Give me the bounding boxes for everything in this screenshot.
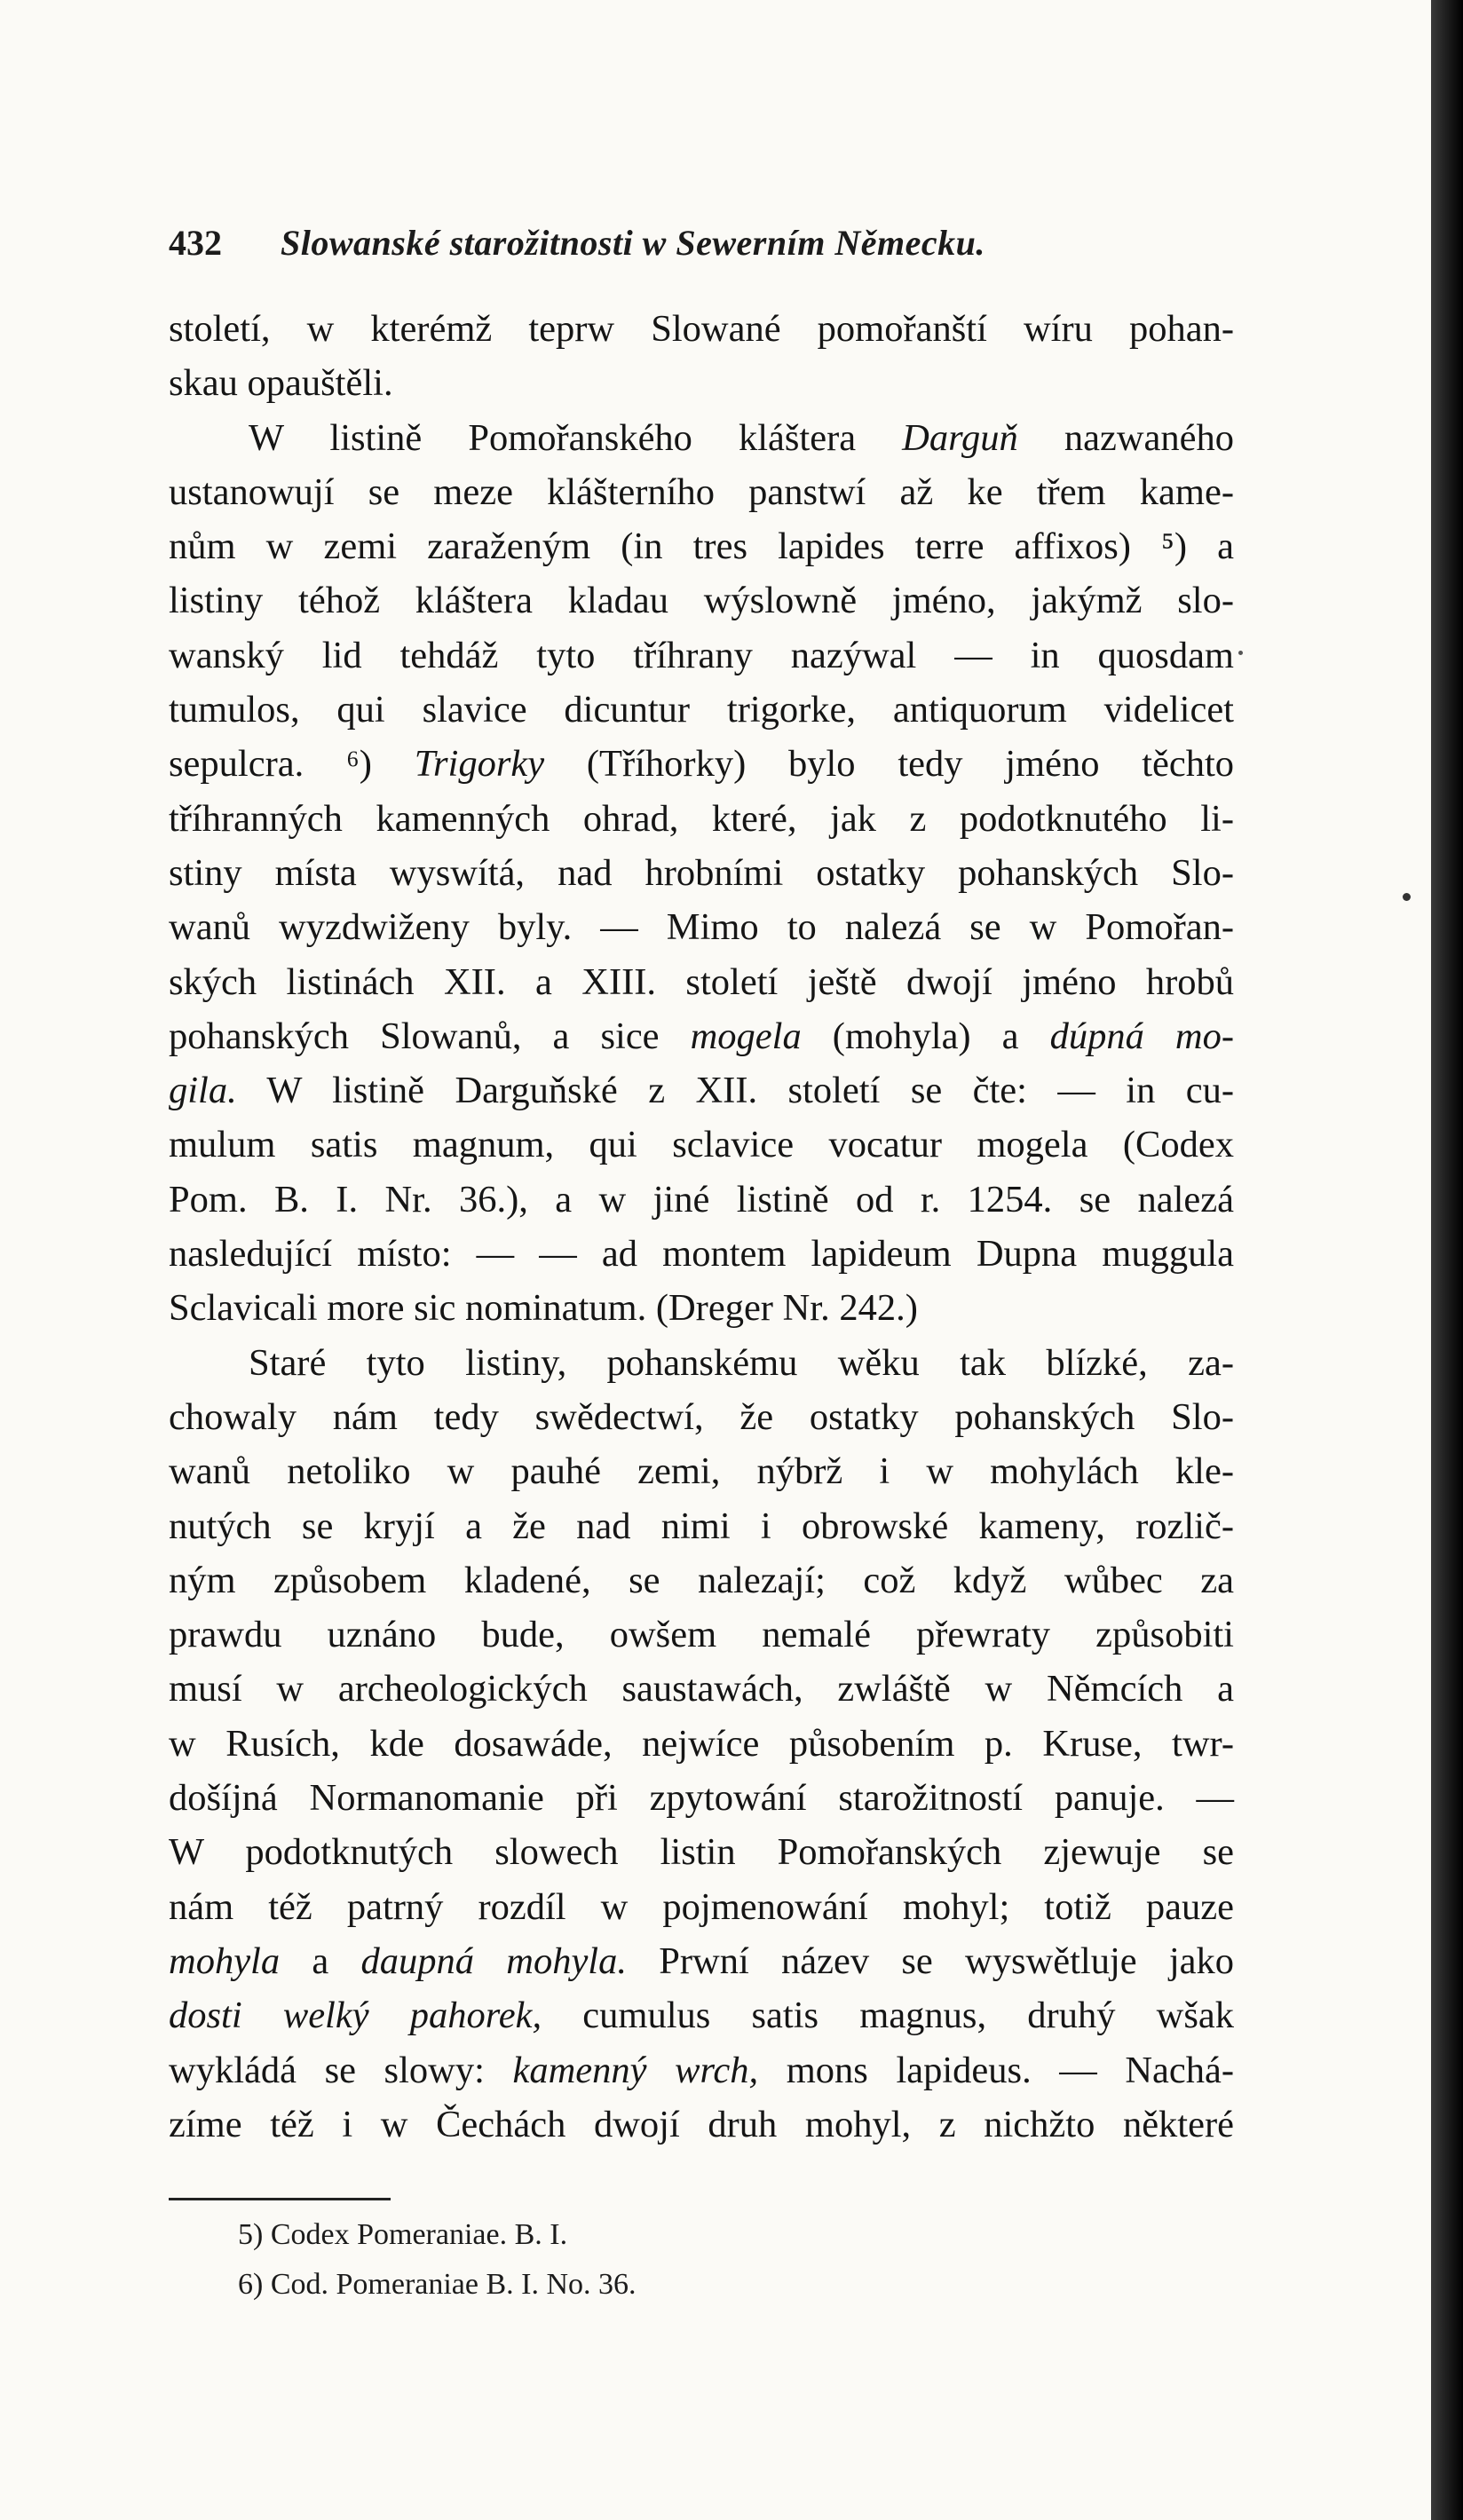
text-line: W listině Pomořanského kláštera Darguň nazwaného — [249, 416, 1234, 459]
running-title: Slowanské starožitnosti w Sewerním Německu. — [281, 223, 985, 263]
text-line: sepulcra. ⁶) Trigorky (Tříhorky) bylo tedy jméno těchto — [169, 743, 1235, 786]
text-line: tříhranných kamenných ohrad, které, jak z podotknutého li- — [169, 797, 1234, 840]
text-line: nám též patrný rozdíl w pojmenowání mohyl; totiž pauze — [169, 1885, 1234, 1928]
text-line: Pom. B. I. Nr. 36.), a w jiné listině od r. 1254. se nalezá — [169, 1178, 1234, 1221]
text-line: ustanowují se meze klášterního panstwí až ke třem kame- — [169, 470, 1234, 513]
text-line: listiny téhož kláštera kladau wýslowně jméno, jakýmž slo- — [169, 580, 1234, 622]
page-number: 432 — [169, 223, 222, 263]
text-line: Sclavicali more sic nominatum. (Dreger Nr. 242.) — [169, 1287, 918, 1330]
running-header — [169, 222, 1234, 264]
text-line: nasledující místo: — — ad montem lapideum Dupna muggula — [169, 1233, 1234, 1276]
text-line: došíjná Normanomanie při zpytowání starožitností panuje. — — [169, 1777, 1234, 1820]
text-line: musí w archeologických saustawách, zwláště w Němcích a — [169, 1668, 1234, 1710]
scan-edge-shadow — [1431, 0, 1463, 2520]
text-line: nutých se kryjí a že nad nimi i obrowské kameny, rozlič- — [169, 1505, 1234, 1547]
text-line: pohanských Slowanů, a sice mogela (mohyla) a dúpná mo- — [169, 1015, 1235, 1057]
text-line: ným způsobem kladené, se nalezají; což když wůbec za — [169, 1559, 1234, 1601]
footnotes — [238, 2210, 1037, 2310]
text-line: stiny místa wyswítá, nad hrobními ostatky pohanských Slo- — [169, 851, 1234, 894]
text-line: skau opauštěli. — [169, 362, 393, 405]
text-line: wanský lid tehdáž tyto tříhrany nazýwal — in quosdam — [169, 634, 1234, 676]
text-line: zíme též i w Čechách dwojí druh mohyl, z nichžto některé — [169, 2103, 1234, 2145]
footnote-rule — [169, 2198, 391, 2200]
footnote-5: 5) Codex Pomeraniae. B. I. — [238, 2218, 568, 2251]
body-text — [169, 302, 1234, 2152]
text-line: chowaly nám tedy swědectwí, že ostatky pohanských Slo- — [169, 1395, 1234, 1438]
text-line: ských listinách XII. a XIII. století ještě dwojí jméno hrobů — [169, 960, 1234, 1003]
text-line: tumulos, qui slavice dicuntur trigorke, antiquorum videlicet — [169, 689, 1234, 731]
footnote-6: 6) Cod. Pomeraniae B. I. No. 36. — [238, 2268, 637, 2301]
text-line: wykládá se slowy: kamenný wrch, mons lapideus. — Nachá- — [169, 2049, 1235, 2091]
ink-speck — [1403, 893, 1411, 901]
text-line: Staré tyto listiny, pohanskému wěku tak blízké, za- — [249, 1341, 1234, 1384]
text-line: w Rusích, kde dosawáde, nejwíce působením p. Kruse, twr- — [169, 1722, 1234, 1765]
text-line: nům w zemi zaraženým (in tres lapides terre affixos) ⁵) a — [169, 525, 1234, 568]
text-line: mulum satis magnum, qui sclavice vocatur mogela (Codex — [169, 1124, 1234, 1166]
text-line: wanů wyzdwiženy byly. — Mimo to nalezá se w Pomořan- — [169, 906, 1234, 949]
ink-speck — [1238, 651, 1243, 655]
text-line: W podotknutých slowech listin Pomořanských zjewuje se — [169, 1831, 1234, 1874]
text-line: wanů netoliko w pauhé zemi, nýbrž i w mohylách kle- — [169, 1450, 1234, 1493]
text-line: prawdu uznáno bude, owšem nemalé přewraty způsobiti — [169, 1614, 1234, 1656]
text-line: dosti welký pahorek, cumulus satis magnus, druhý wšak — [169, 1995, 1234, 2037]
text-line: století, w kterémž teprw Slowané pomořanští wíru pohan- — [169, 308, 1234, 350]
text-line: gila. W listině Darguňské z XII. století se čte: — in cu- — [169, 1070, 1235, 1112]
text-line: mohyla a daupná mohyla. Prwní název se wyswětluje jako — [169, 1939, 1235, 1982]
